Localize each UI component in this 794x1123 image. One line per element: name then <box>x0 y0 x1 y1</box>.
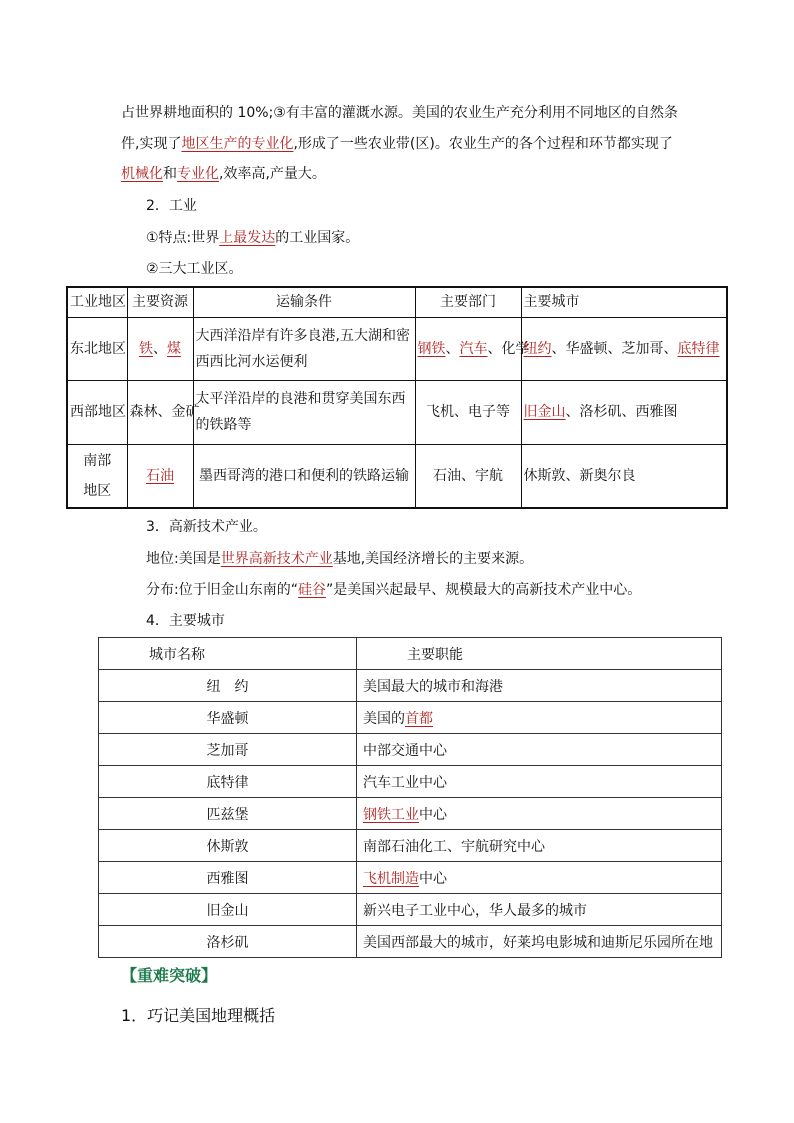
underlined-term: 世界高新技术产业 <box>220 551 333 567</box>
intro-text: 和 <box>163 166 177 182</box>
breakthrough-item-1: 1．巧记美国地理概括 <box>121 1006 276 1025</box>
city-function <box>357 862 722 894</box>
city-function <box>357 702 722 734</box>
header-resources: 主要资源 <box>127 287 193 317</box>
transport-cell: 太平洋沿岸的良港和贯穿美国东西的铁路等 <box>193 380 415 444</box>
city-name: 纽 约 <box>99 670 357 702</box>
city-function: 美国西部最大的城市，好莱坞电影城和迪斯尼乐园所在地 <box>357 926 722 958</box>
underlined-term: 纽约 <box>523 340 552 357</box>
table-row <box>99 798 722 830</box>
table-row <box>67 444 727 508</box>
cities-cell <box>521 317 727 380</box>
city-name: 华盛顿 <box>99 702 357 734</box>
intro-line-2 <box>121 134 673 154</box>
transport-cell: 墨西哥湾的港口和便利的铁路运输 <box>193 444 415 508</box>
cities-table-header <box>99 638 722 670</box>
city-function: 中部交通中心 <box>357 734 722 766</box>
function-text: 中心 <box>419 870 447 887</box>
header-cities: 主要城市 <box>521 287 727 317</box>
region-cell <box>67 444 127 508</box>
underlined-term: 煤 <box>167 340 181 357</box>
underlined-term: 底特律 <box>677 340 720 357</box>
city-function: 新兴电子工业中心，华人最多的城市 <box>357 894 722 926</box>
distribution-text: ”是美国兴起最早、规模最大的高新技术产业中心。 <box>325 582 642 598</box>
status-text: 基地,美国经济增长的主要来源。 <box>332 551 534 567</box>
underlined-term: 铁 <box>139 340 153 357</box>
table-row <box>99 894 722 926</box>
city-function <box>357 798 722 830</box>
separator: 、 <box>153 340 167 357</box>
header-city-function: 主要职能 <box>357 638 722 670</box>
region-cell: 西部地区 <box>67 380 127 444</box>
region-line: 地区 <box>83 482 112 499</box>
hightech-distribution <box>146 580 641 600</box>
header-transport: 运输条件 <box>193 287 415 317</box>
cities-heading-text: 4．主要城市 <box>146 613 225 629</box>
hightech-status <box>146 549 533 569</box>
resources-cell: 森林、金矿 <box>127 380 193 444</box>
region-line: 南部 <box>83 452 112 469</box>
underlined-term: 机械化 <box>121 166 163 182</box>
header-region: 工业地区 <box>67 287 127 317</box>
industry-table <box>66 286 728 509</box>
header-departments: 主要部门 <box>415 287 521 317</box>
underlined-term: 上最发达 <box>219 230 276 246</box>
intro-line-1-text: 占世界耕地面积的 10%;③有丰富的灌溉水源。美国的农业生产充分利用不同地区的自然条 <box>121 105 678 121</box>
city-name: 休斯敦 <box>99 830 357 862</box>
city-name: 底特律 <box>99 766 357 798</box>
feature-text: 的工业国家。 <box>275 230 360 246</box>
underlined-term: 专业化 <box>177 166 219 182</box>
underlined-term: 钢铁 <box>417 340 446 357</box>
section-heading: 【重难突破】 <box>121 966 218 985</box>
transport-cell: 大西洋沿岸有许多良港,五大湖和密西西比河水运便利 <box>193 317 415 380</box>
function-text: 美国的 <box>363 710 405 727</box>
distribution-text: 分布:位于旧金山东南的“ <box>146 582 298 598</box>
underlined-term: 地区生产的专业化 <box>181 136 294 152</box>
city-name: 旧金山 <box>99 894 357 926</box>
feature-text: ①特点:世界 <box>146 230 220 246</box>
underlined-term: 飞机制造 <box>363 870 419 887</box>
hightech-heading <box>146 517 267 537</box>
cities-text: 、华盛顿、芝加哥、 <box>551 340 678 357</box>
region-cell: 东北地区 <box>67 317 127 380</box>
underlined-term: 钢铁工业 <box>363 806 419 823</box>
industry-table-header <box>67 287 727 317</box>
cities-heading <box>146 611 225 631</box>
underlined-term: 旧金山 <box>523 404 566 420</box>
table-row <box>99 702 722 734</box>
city-function: 南部石油化工、宇航研究中心 <box>357 830 722 862</box>
table-row <box>99 862 722 894</box>
city-function: 汽车工业中心 <box>357 766 722 798</box>
dept-text: 、化学 <box>487 340 530 357</box>
industry-regions-label <box>146 259 243 279</box>
cities-cell: 休斯敦、新奥尔良 <box>521 444 727 508</box>
table-row <box>67 380 727 444</box>
city-name: 芝加哥 <box>99 734 357 766</box>
industry-heading <box>146 196 197 216</box>
intro-text: ,效率高,产量大。 <box>219 166 326 182</box>
resources-cell <box>127 444 193 508</box>
separator: 、 <box>445 340 460 357</box>
industry-heading-text: 2．工业 <box>146 198 197 214</box>
cities-cell <box>521 380 727 444</box>
city-name: 匹兹堡 <box>99 798 357 830</box>
regions-label-text: ②三大工业区。 <box>146 261 243 277</box>
underlined-term: 首都 <box>405 710 433 727</box>
city-name: 洛杉矶 <box>99 926 357 958</box>
header-city-name: 城市名称 <box>99 638 357 670</box>
departments-cell <box>415 317 530 380</box>
table-row <box>99 734 722 766</box>
table-row <box>67 317 727 380</box>
city-function: 美国最大的城市和海港 <box>357 670 722 702</box>
intro-text: ,形成了一些农业带(区)。农业生产的各个过程和环节都实现了 <box>293 136 673 152</box>
departments-cell: 石油、宇航 <box>415 444 521 508</box>
departments-cell: 飞机、电子等 <box>415 380 521 444</box>
cities-table <box>98 637 722 958</box>
resources-cell <box>127 317 193 380</box>
underlined-term: 石油 <box>146 467 174 484</box>
table-row <box>99 830 722 862</box>
cities-text: 、洛杉矶、西雅图 <box>565 404 678 420</box>
table-row <box>99 926 722 958</box>
hightech-heading-text: 3．高新技术产业。 <box>146 519 267 535</box>
underlined-term: 汽车 <box>459 340 488 357</box>
intro-line-3 <box>121 164 326 184</box>
table-row <box>99 766 722 798</box>
table-row <box>99 670 722 702</box>
status-text: 地位:美国是 <box>146 551 221 567</box>
underlined-term: 硅谷 <box>297 582 326 598</box>
industry-feature <box>146 228 359 248</box>
city-name: 西雅图 <box>99 862 357 894</box>
intro-text: 件,实现了 <box>121 136 182 152</box>
intro-line-1 <box>121 103 678 123</box>
function-text: 中心 <box>419 806 447 823</box>
